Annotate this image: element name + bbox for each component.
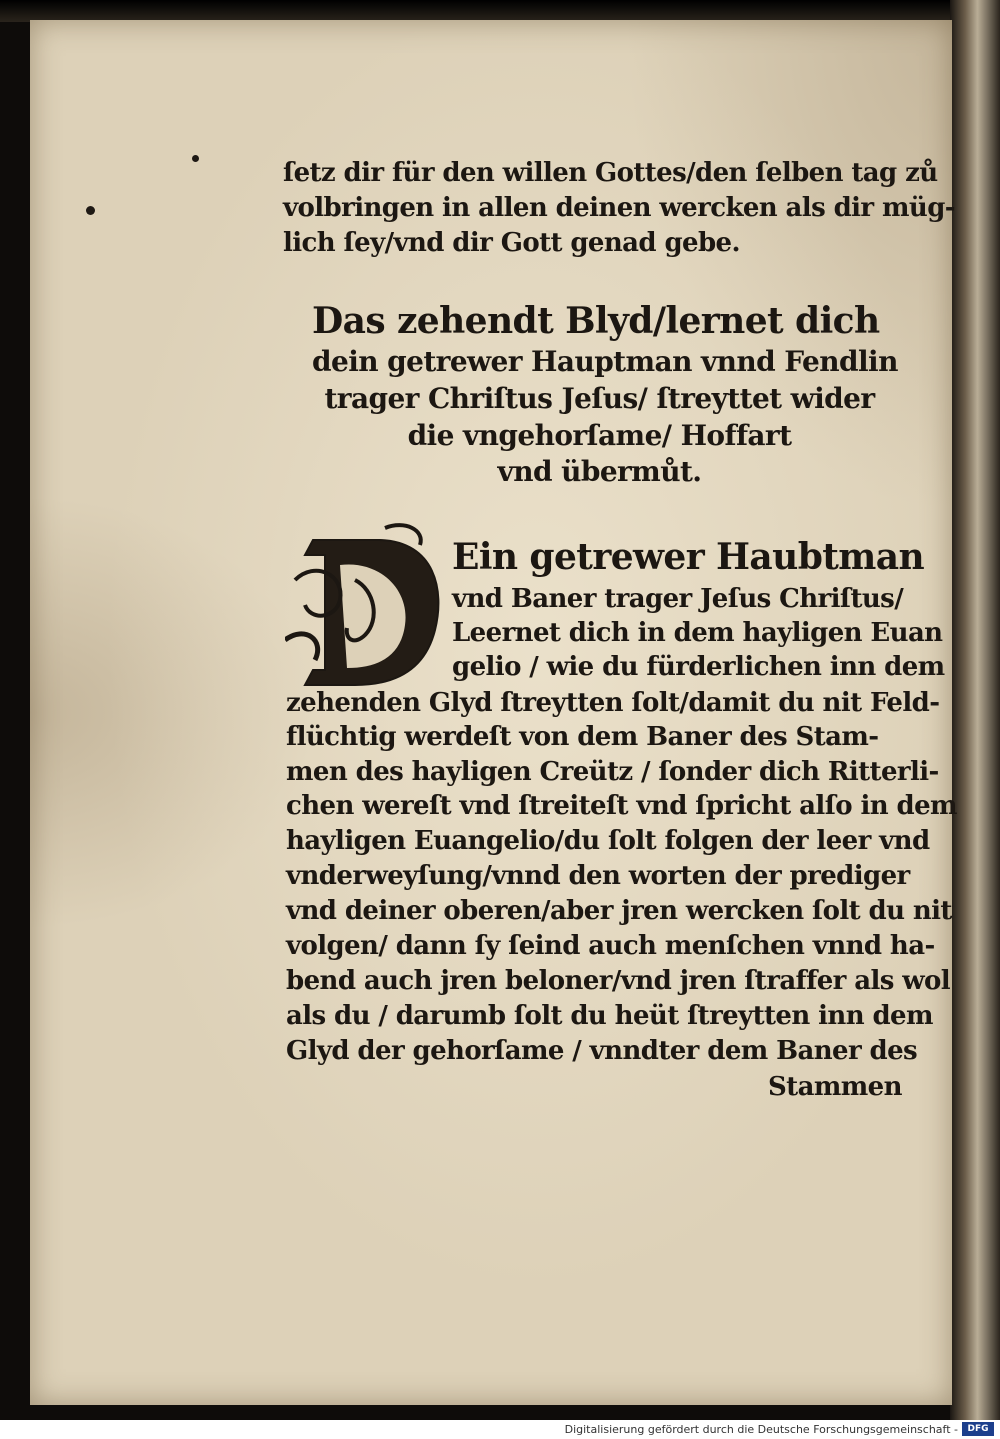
- section-heading: Das zehendt Blyd/lernet dich: [312, 300, 880, 342]
- body-line: bend auch jren beloner/vnd jren ſtraffer als wol: [286, 966, 951, 996]
- body-line: Leernet dich in dem hayligen Euan: [452, 618, 943, 648]
- body-line: flüchtig werdeſt von dem Baner des Stam-: [286, 722, 879, 752]
- body-line: volgen/ dann ſy ſeind auch menſchen vnnd ha-: [286, 931, 935, 961]
- text-line: ſetz dir für den willen Gottes/den ſelben tag zů: [283, 158, 938, 188]
- dfg-logo[interactable]: DFG: [962, 1422, 994, 1436]
- footer-bar: [0, 1420, 1000, 1439]
- section-heading-line: trager Chriſtus Jeſus/ ſtreyttet wider: [324, 382, 875, 415]
- body-line: Ein getrewer Haubtman: [452, 536, 925, 578]
- text-line: volbringen in allen deinen wercken als dir müg-: [283, 193, 955, 223]
- body-line: Glyd der gehorſame / vnndter dem Baner des: [286, 1036, 918, 1066]
- body-line: gelio / wie du fürderlichen inn dem: [452, 652, 945, 682]
- decorated-initial: [285, 520, 445, 690]
- body-line: vnd Baner trager Jeſus Chriſtus/: [452, 584, 904, 614]
- ink-dot: [192, 155, 199, 162]
- section-heading-line: vnd übermůt.: [497, 455, 702, 488]
- footer-credit: Digitalisierung gefördert durch die Deutsche Forschungsgemeinschaft -: [564, 1423, 958, 1436]
- body-line: hayligen Euangelio/du ſolt folgen der leer vnd: [286, 826, 930, 856]
- section-heading-line: die vngehorſame/ Hoffart: [407, 419, 792, 452]
- text-line: lich ſey/vnd dir Gott genad gebe.: [283, 228, 740, 258]
- page-edge-top: [0, 0, 1000, 22]
- body-line: chen wereſt vnd ſtreiteſt vnd ſpricht alſo in dem: [286, 791, 957, 821]
- catchword: Stammen: [768, 1072, 902, 1102]
- section-heading-line: dein getrewer Hauptman vnnd Fendlin: [312, 345, 898, 378]
- body-line: als du / darumb ſolt du heüt ſtreytten inn dem: [286, 1001, 933, 1031]
- ink-dot: [86, 206, 95, 215]
- body-line: men des hayligen Creütz / ſonder dich Ritterli-: [286, 757, 939, 787]
- page-edge-right: [950, 0, 1000, 1420]
- body-line: vnd deiner oberen/aber jren wercken ſolt du nit: [286, 896, 952, 926]
- body-line: zehenden Glyd ſtreytten ſolt/damit du nit Feld-: [286, 688, 940, 718]
- body-line: vnderweyſung/vnnd den worten der prediger: [286, 861, 910, 891]
